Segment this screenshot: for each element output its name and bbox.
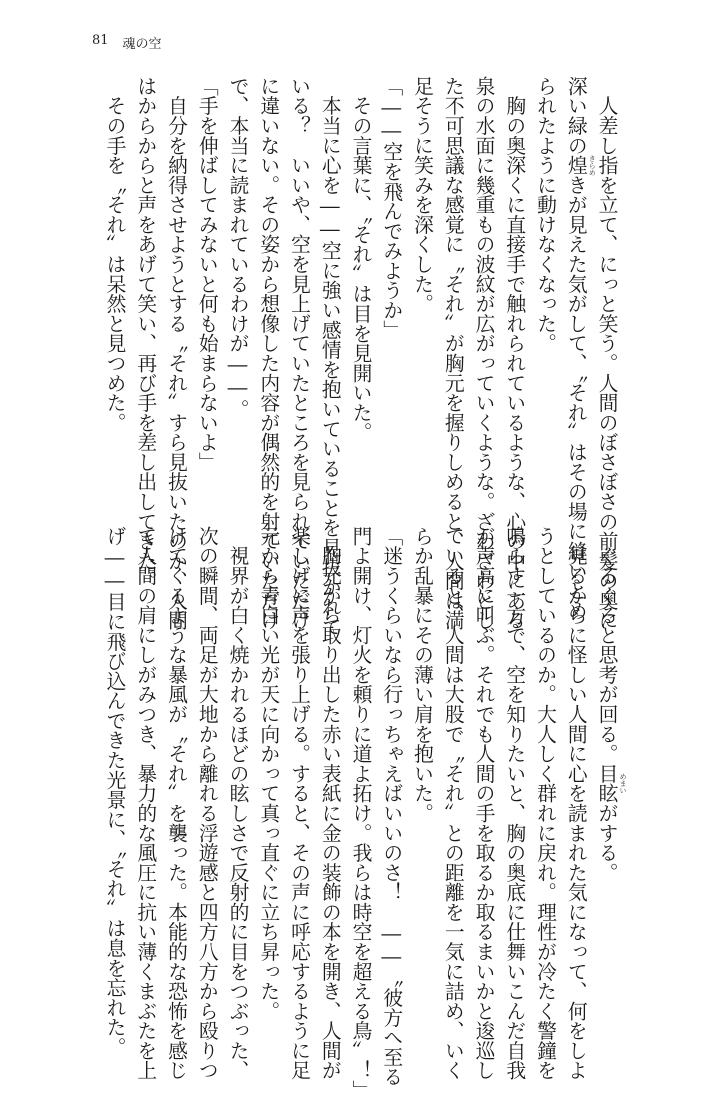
- text-line: 「――空を飛んでみようか」: [379, 76, 403, 340]
- text-line: 人差し指を立て、にっと笑う。人間のぼさぼさの前髪の奥に: [595, 76, 618, 631]
- text-block-top: [98, 76, 621, 637]
- text-line: 足そうに笑みを深くした。: [410, 76, 434, 314]
- text-line: けてくるような暴風が〝それ〟を襲った。本能的な恐怖を感じ: [164, 526, 188, 1081]
- text-line: その手を〝それ〟は呆然と見つめた。: [103, 76, 126, 433]
- ruby-reading: きらめ: [588, 154, 597, 176]
- text-line: 泉の水面に幾重もの波紋が広がっていくような。ざわざわとし: [472, 76, 495, 631]
- text-line: た不可思議な感覚に〝それ〟が胸元を握りしめると、人間は満: [441, 76, 465, 631]
- text-line: 次の瞬間、両足が大地から離れる浮遊感と四方八方から殴りつ: [195, 526, 219, 1081]
- text-line: ぐるぐると思考が回る。目眩がする。: [595, 526, 618, 883]
- text-line: 元から青白い光が天に向かって真っ直ぐに立ち昇った。: [256, 526, 280, 1021]
- page-number: 81: [92, 33, 109, 48]
- ruby-reading: めまい: [619, 772, 627, 794]
- text-line: 胸の奥深くに直接手で触れられているような、心の中にある: [502, 76, 526, 631]
- text-line: 楽しげに声を張り上げる。すると、その声に呼応するように足: [287, 526, 311, 1081]
- text-line: ていると、人間は大股で〝それ〟との距離を一気に詰め、いく: [441, 526, 465, 1081]
- text-line: いる？ いいや、空を見上げていたところを見られていただけ: [287, 76, 311, 631]
- text-line: 鳴らす一方で、空を知りたいと、胸の奥底に仕舞いこんだ自我: [502, 526, 526, 1081]
- text-line: その言葉に、〝それ〟は目を見開いた。: [349, 76, 372, 443]
- text-line: 門よ開け、灯火を頼りに道よ拓け。我らは時空を超える鳥〟！」: [349, 526, 372, 1100]
- text-line: て人間の肩にしがみつき、暴力的な風圧に抗い薄くまぶたを上: [133, 526, 157, 1081]
- page-header: [92, 33, 162, 52]
- text-line: らか乱暴にその薄い肩を抱いた。: [410, 526, 434, 823]
- text-line: 「迷うくらいなら行っちゃえばいいのさ！ ――〝彼方へ至る: [379, 526, 403, 1087]
- text-block-bottom: [98, 526, 621, 1100]
- text-line: 見るからに怪しい人間に心を読まれた気になって、何をしよ: [564, 526, 588, 1081]
- text-line: が声高に叫ぶ。それでも人間の手を取るか取るまいかと逡巡し: [472, 526, 495, 1081]
- text-line: 視界が白く焼かれるほどの眩しさで反射的に目をつぶった、: [226, 526, 249, 1081]
- text-line: に違いない。その姿から想像した内容が偶然的を射ていただけ: [256, 76, 280, 631]
- text-line: げ――目に飛び込んできた光景に、〝それ〟は息を忘れた。: [103, 526, 126, 1057]
- text-line: 本当に心を――空に強い感情を抱いていることを見抜かれて: [318, 76, 342, 637]
- text-line: 深い緑の煌きが見えた気がして、〝それ〟はその場に縫いとめ: [564, 76, 588, 621]
- text-line: はからからと声をあげて笑い、再び手を差し出してきた。: [133, 76, 157, 591]
- text-line: 胸元から取り出した赤い表紙に金の装飾の本を開き、人間が: [318, 526, 342, 1081]
- text-line: られたように動けなくなった。: [533, 76, 557, 354]
- text-line: 「手を伸ばしてみないと何も始まらないよ」: [195, 76, 219, 472]
- chapter-title: 魂の空: [122, 37, 162, 52]
- text-line: うとしているのか。大人しく群れに戻れ。理性が冷たく警鐘を: [533, 526, 557, 1081]
- text-line: で、本当に読まれているわけが――。: [226, 76, 249, 419]
- text-line: 自分を納得させようとする〝それ〟すら見抜いたのか、人間: [164, 76, 188, 631]
